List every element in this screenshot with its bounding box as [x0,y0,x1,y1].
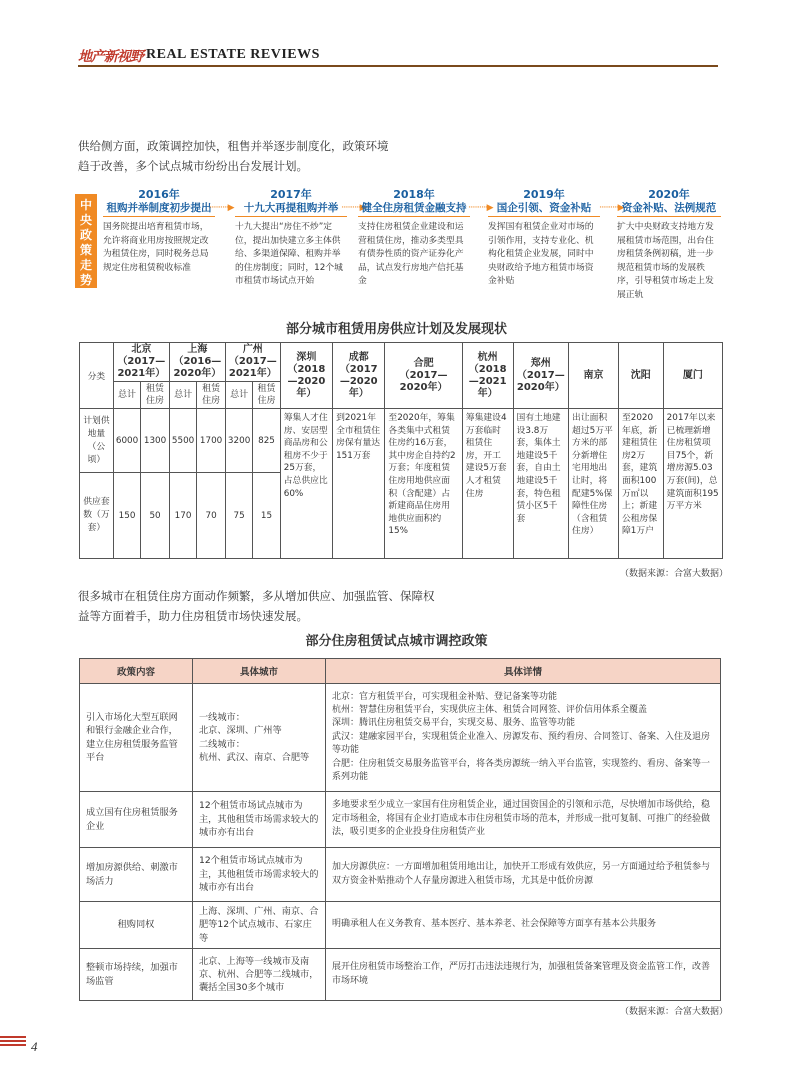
city-header: 上海 （2016—2020年） [169,343,225,382]
page-header [78,46,718,68]
table-cell: 170 [169,473,196,559]
details-cell: 展开住房租赁市场整治工作，严厉打击违法违规行为，加强租赁备案管理及资金监管工作，改善市场环境 [326,949,721,1001]
city-header: 杭州 （2018—2021年） [462,343,513,409]
city-header: 广州 （2017—2021年） [225,343,280,382]
row-label: 供应套数（万套） [80,473,114,559]
timeline-title: 健全住房租赁金融支持 [358,200,470,217]
policy-table [79,658,721,1001]
timeline-text: 国务院提出培育租赁市场，允许将商业用房按照规定改为租赁住房，同时税务总局规定住房租赁税收标准 [103,222,209,273]
timeline-item-2017 [235,186,347,289]
column-header: 政策内容 [80,659,193,684]
city-header: 合肥 （2017—2020年） [385,343,462,409]
timeline-text: 支持住房租赁企业建设和运营租赁住房，推动多类型具有债券性质的资产证券化产品，试点发行房地产信托基金 [358,222,464,287]
timeline-title: 资金补贴、法例规范 [617,200,721,217]
table-cell: 到2021年全市租赁住房保有量达151万套 [333,409,385,559]
timeline-title: 十九大再提租购并举 [235,200,347,217]
cities-line: 一线城市： [199,711,245,723]
table-cell: 1300 [141,409,170,473]
table-cell: 筹集建设4万套临时租赁住房，开工建设5万套人才租赁住房 [462,409,513,559]
category-header: 分类 [80,343,114,409]
brand-cn: 地产新视野 [78,49,143,65]
city-header: 厦门 [663,343,722,409]
timeline-item-2018 [358,186,470,289]
details-line: 北京：官方租赁平台，可实现租金补贴、登记备案等功能 [332,691,558,702]
details-line: 武汉：建融家园平台，实现租赁企业准入、房源发布、预约看房、合同签订、备案、入住及退房等功能 [332,731,711,756]
column-header: 具体详情 [326,659,721,684]
page-number: 4 [31,1039,38,1054]
table-cell: 5500 [169,409,196,473]
table-cell: 15 [253,473,280,559]
row-label: 计划供地量（公顷） [80,409,114,473]
timeline-arrow: ··········▶ [341,203,366,213]
table-cell: 至2020年，筹集各类集中式租赁住房约16万套，其中房企自持约2万套；年度租赁住房用地供应面积（含配建）占新建商品住房用地供应面积约15% [385,409,462,559]
policy-cell: 整顿市场持续，加强市场监管 [80,949,193,1001]
header-rule [78,65,718,67]
timeline-year: 2020年 [648,188,690,201]
table2-title: 部分住房租赁试点城市调控政策 [305,634,488,649]
rent-header: 租赁住房 [197,382,226,409]
cities-line: 杭州、武汉、南京、合肥等 [199,751,310,763]
table-cell: 150 [113,473,140,559]
timeline-text: 十九大提出“房住不炒”定位，提出加快建立多主体供给、多渠道保障、租购并举的住房制度；同时，12个城市租赁市场试点开始 [235,222,343,287]
timeline-arrow: ··········▶ [209,203,234,213]
column-header: 具体城市 [193,659,326,684]
table-cell: 至2020年底，新建租赁住房2万套，建筑面积100万㎡以上；新建公租房保障1万户 [618,409,663,559]
details-cell: 明确承租人在义务教育、基本医疗、基本养老、社会保障等方面享有基本公共服务 [326,902,721,949]
total-header: 总计 [225,382,252,409]
timeline-year: 2018年 [393,188,435,201]
total-header: 总计 [169,382,196,409]
timeline-item-2019 [488,186,600,289]
table-cell: 1700 [197,409,226,473]
timeline-year: 2019年 [523,188,565,201]
timeline-item-2016 [103,186,215,275]
city-header: 郑州 （2017—2020年） [513,343,568,409]
rent-header: 租赁住房 [141,382,170,409]
supply-plan-table [79,342,723,559]
table-cell: 出让面积超过5万平方米的部分新增住宅用地出让时，将配建5%保障性住房（含租赁住房） [569,409,619,559]
table2-source: （数据来源：合富大数据） [620,1007,729,1017]
details-cell: 加大房源供应：一方面增加租赁用地出让，加快开工形成有效供应，另一方面通过给予租赁参与双方资金补贴推动个人存量房源进入租赁市场，尤其是中低价房源 [326,848,721,902]
cities-cell: 12个租赁市场试点城市为主，其他租赁市场需求较大的城市亦有出台 [193,848,326,902]
total-header: 总计 [113,382,140,409]
timeline-arrow: ··········▶ [468,203,493,213]
footer-decoration [0,1036,30,1056]
table-cell: 6000 [113,409,140,473]
table-cell: 825 [253,409,280,473]
cities-cell: 上海、深圳、广州、南京、合肥等12个试点城市、石家庄等 [193,902,326,949]
details-line: 深圳：腾讯住房租赁交易平台，实现交易、服务、监管等功能 [332,718,576,729]
city-header: 成都 （2017—2020年） [333,343,385,409]
table-cell: 筹集人才住房、安居型商品房和公租房不少于25万套，占总供应比60% [280,409,332,559]
table-cell: 70 [197,473,226,559]
details-cell: 多地要求至少成立一家国有住房租赁企业，通过国资国企的引领和示范，尽快增加市场供给，稳定市场租金，将国有企业打造成本市住房租赁市场的范本，并形成一批可复制、可推广的经验做法，吸引更多的企业投身住房租赁产业 [326,792,721,848]
timeline-side-label: 中央政策走势 [75,194,97,288]
table-cell: 50 [141,473,170,559]
paragraph-2: 很多城市在租赁住房方面动作频繁，多从增加供应、加强监管、保障权益等方面着手，助力住房租赁市场快速发展。 [78,589,435,623]
city-header: 北京 （2017—2021年） [113,343,169,382]
rent-header: 租赁住房 [253,382,280,409]
timeline-text: 发挥国有租赁企业对市场的引领作用，支持专业化、机构化租赁企业发展，同时中央财政给予地方租赁市场资金补贴 [488,222,594,287]
policy-cell: 增加房源供给、刺激市场活力 [80,848,193,902]
details-cell [326,684,721,792]
details-line: 杭州：智慧住房租赁平台，实现供应主体、租赁合同网签、评价信用体系全覆盖 [332,704,648,715]
timeline-year: 2017年 [270,188,312,201]
cities-cell: 北京、上海等一线城市及南京、杭州、合肥等二线城市，囊括全国30多个城市 [193,949,326,1001]
timeline-title: 租购并举制度初步提出 [103,200,215,217]
city-header: 沈阳 [618,343,663,409]
cities-cell: 12个租赁市场试点城市为主，其他租赁市场需求较大的城市亦有出台 [193,792,326,848]
table1-title: 部分城市租赁用房供应计划及发展现状 [285,322,507,337]
policy-cell: 引入市场化大型互联网和银行金融企业合作，建立住房租赁服务监管平台 [80,684,193,792]
timeline-title: 国企引领、资金补贴 [488,200,600,217]
table-cell: 国有土地建设3.8万套，集体土地建设5千套，自由土地建设5千套，特色租赁小区5千套 [513,409,568,559]
cities-line: 二线城市： [199,738,245,750]
policy-cell: 成立国有住房租赁服务企业 [80,792,193,848]
brand-en: REAL ESTATE REVIEWS [146,47,320,62]
table1-source: （数据来源：合富大数据） [620,569,729,579]
details-line: 合肥：住房租赁交易服务监管平台，将各类房源统一纳入平台监管，实现签约、看房、备案等一系列功能 [332,758,711,783]
intro-paragraph: 供给侧方面，政策调控加快，租售并举逐步制度化，政策环境趋于改善，多个试点城市纷纷出台发展计划。 [78,139,389,173]
cities-cell [193,684,326,792]
city-header: 南京 [569,343,619,409]
table-cell: 3200 [225,409,252,473]
table-cell: 75 [225,473,252,559]
timeline-arrow: ··········▶ [599,203,624,213]
timeline-year: 2016年 [138,188,180,201]
table-cell: 2017年以来已梳理新增住房租赁项目75个，新增房源5.03万套(间)，总建筑面积195万平方米 [663,409,722,559]
policy-cell: 租购同权 [80,902,193,949]
timeline-item-2020 [617,186,721,303]
timeline-text: 扩大中央财政支持地方发展租赁市场范围，出台住房租赁条例初稿，进一步规范租赁市场的发展秩序，引导租赁市场走上发展正轨 [617,222,714,300]
city-header: 深圳 （2018—2020年） [280,343,332,409]
cities-line: 北京、深圳、广州等 [199,725,282,737]
